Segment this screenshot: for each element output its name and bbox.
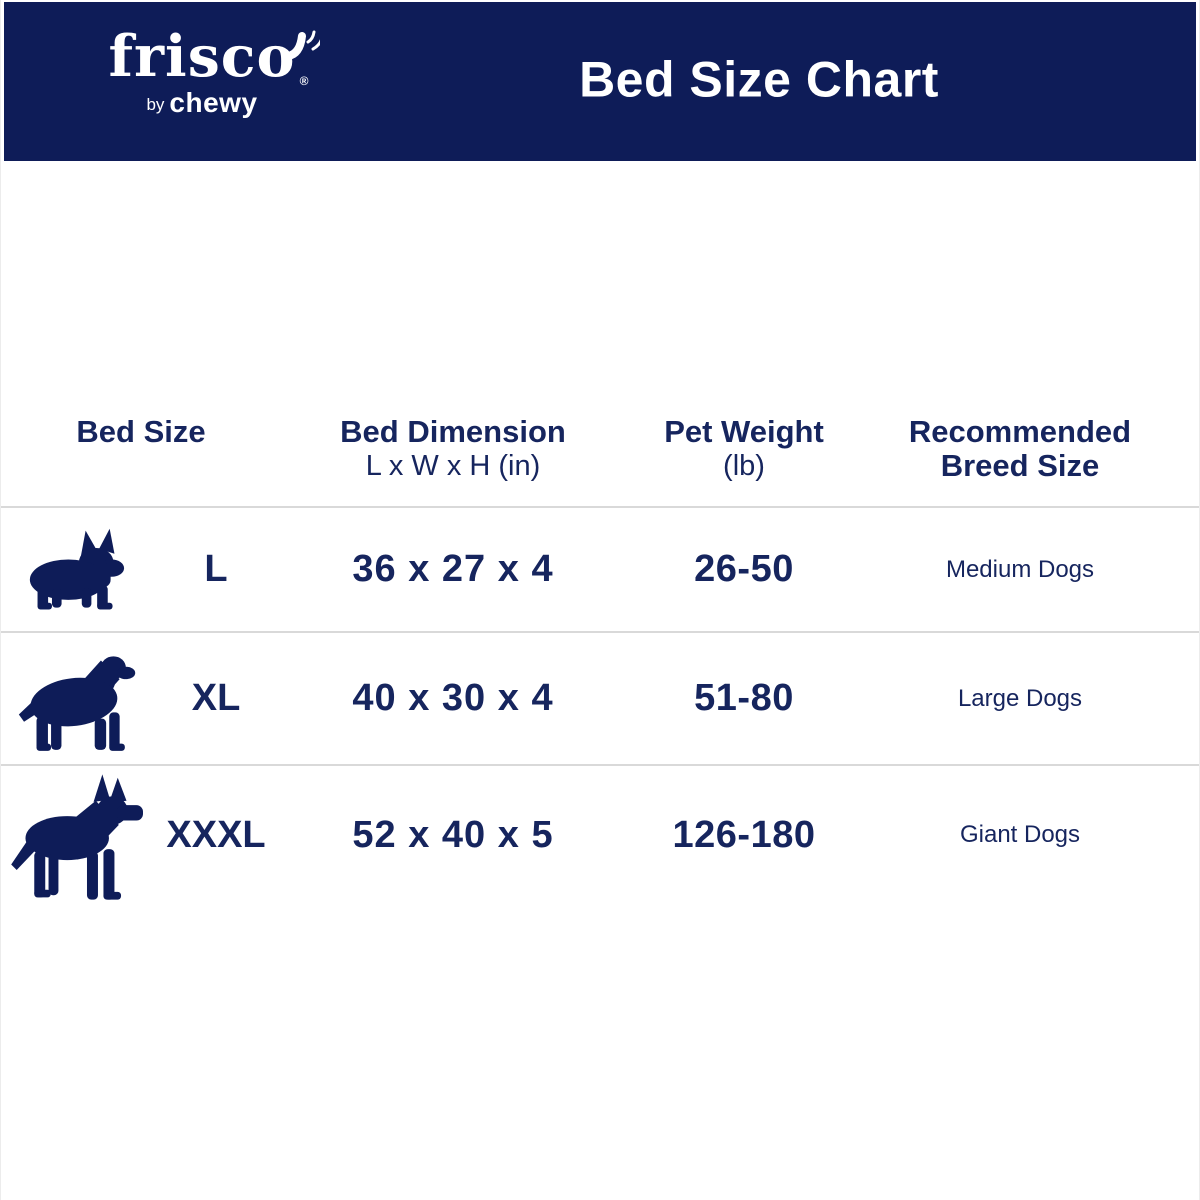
pet-weight-value: 126-180 xyxy=(672,813,816,856)
chewy-wordmark: chewy xyxy=(169,87,258,118)
bed-size-value: XXXL xyxy=(166,813,266,856)
bed-dimension-value: 40 x 30 x 4 xyxy=(352,677,554,719)
table-row-xlarge xyxy=(1,631,1199,764)
great-dane-dog-icon xyxy=(1,766,151,904)
column-header-bed-size: Bed Size xyxy=(76,414,206,449)
bed-dimension-sublabel: L x W x H (in) xyxy=(365,450,541,482)
column-header-bed-dimension xyxy=(281,415,625,483)
table-row-large xyxy=(1,506,1199,631)
pet-weight-sublabel: (lb) xyxy=(723,450,765,482)
pet-weight-label: Pet Weight xyxy=(664,414,824,449)
breed-size-label: Recommended Breed Size xyxy=(908,414,1132,483)
frisco-wordmark xyxy=(108,23,310,90)
column-header-pet-weight xyxy=(625,415,863,483)
page-title: Bed Size Chart xyxy=(579,51,939,108)
pet-weight-value: 26-50 xyxy=(694,548,794,590)
registered-trademark: ® xyxy=(299,74,310,88)
byline xyxy=(92,87,312,119)
bed-dimension-value: 52 x 40 x 5 xyxy=(352,813,554,856)
bed-dimension-label: Bed Dimension xyxy=(340,414,566,449)
column-header-breed-size xyxy=(863,415,1177,483)
breed-size-value: Large Dogs xyxy=(957,684,1083,712)
frisco-by-chewy-logo xyxy=(92,23,312,119)
bed-size-value: L xyxy=(204,548,228,590)
table-row-xxxlarge xyxy=(1,764,1199,904)
breed-size-value: Medium Dogs xyxy=(945,555,1095,583)
bed-size-value: XL xyxy=(191,677,241,719)
frisco-brand-text: frisco xyxy=(108,23,296,90)
breed-size-value: Giant Dogs xyxy=(959,821,1081,848)
header-banner xyxy=(4,2,1196,161)
byline-by-text: by xyxy=(146,95,165,114)
bed-dimension-value: 36 x 27 x 4 xyxy=(352,548,554,590)
table-header-row xyxy=(1,161,1199,506)
wagging-tail-icon xyxy=(284,18,320,75)
corgi-dog-icon xyxy=(1,508,151,631)
golden-retriever-dog-icon xyxy=(1,633,151,764)
pet-weight-value: 51-80 xyxy=(694,677,794,719)
